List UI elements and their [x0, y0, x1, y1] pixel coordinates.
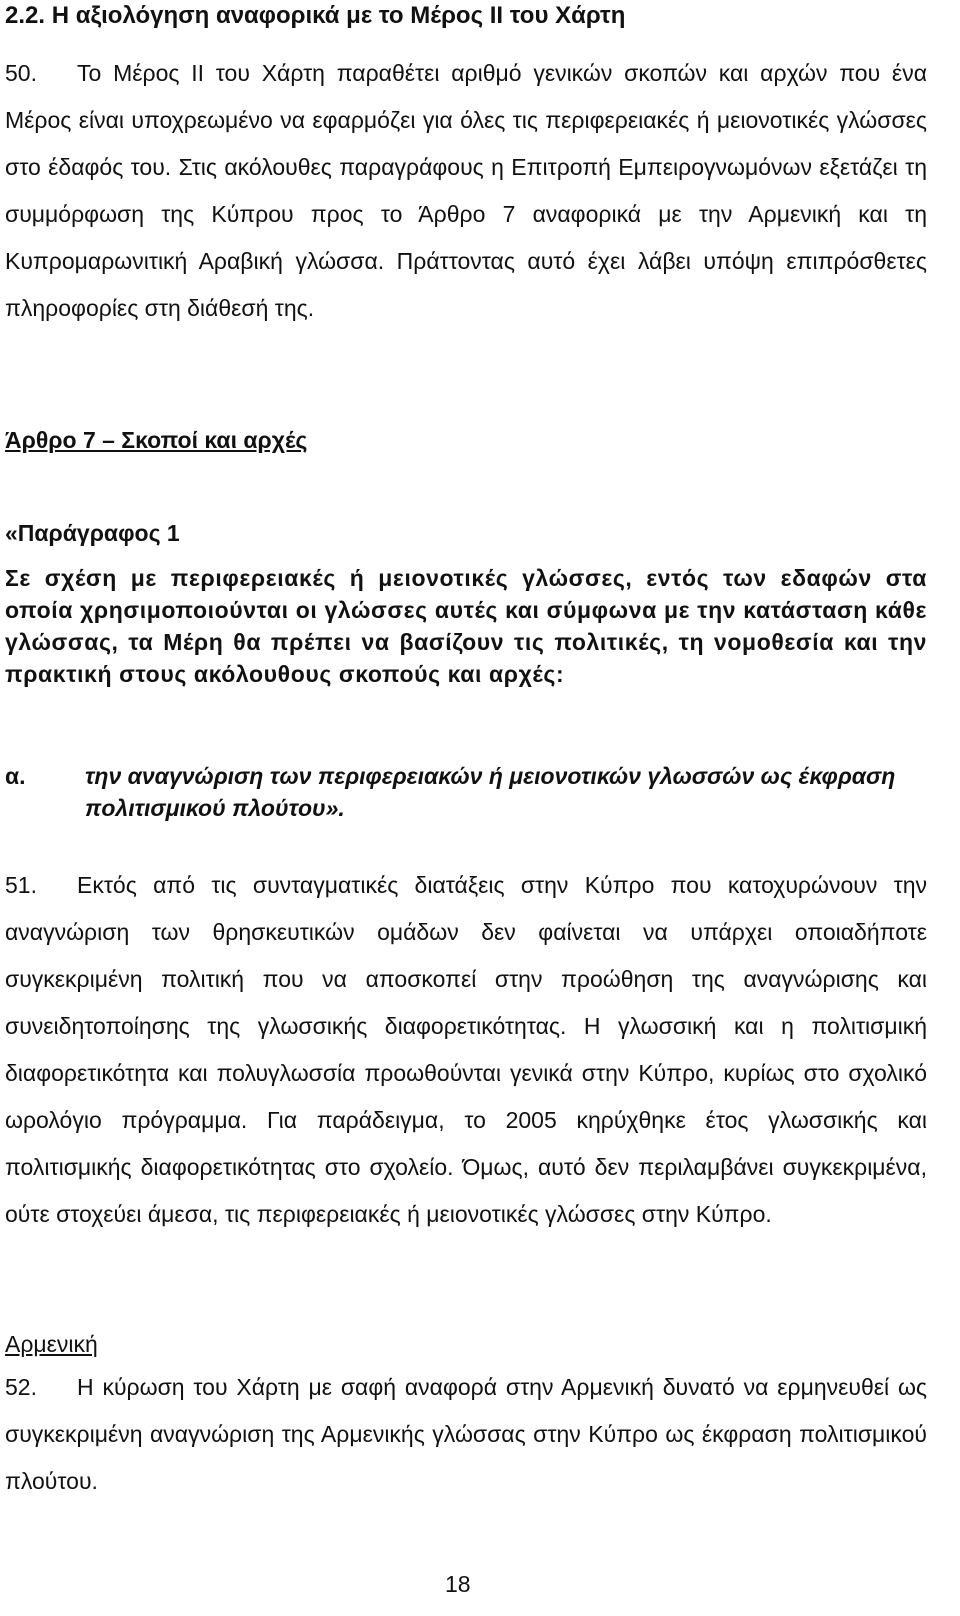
list-item-marker: α. — [5, 763, 26, 789]
paragraph-52 — [5, 1364, 927, 1505]
quote-body: Σε σχέση με περιφερειακές ή μειονοτικές γλώσσες, εντός των εδαφών στα οποία χρησιμοποιούνται οι γλώσσες αυτές και σύμφωνα με την κατάσταση κάθε γλώσσας, τα Μέρη θα πρέπει να βασίζουν τις πολιτικές, τη νομοθεσία και την πρακτική στους ακόλουθους σκοπούς και αρχές: — [5, 565, 927, 687]
quote-label: «Παράγραφος 1 — [5, 520, 180, 546]
list-item-text: την αναγνώριση των περιφερειακών ή μειονοτικών γλωσσών ως έκφραση πολιτισμικού πλούτου». — [85, 763, 896, 821]
paragraph-text: Εκτός από τις συνταγματικές διατάξεις στην Κύπρο που κατοχυρώνουν την αναγνώριση των θρησκευτικών ομάδων δεν φαίνεται να υπάρχει οποιαδήποτε συγκεκριμένη πολιτική που να αποσκοπεί στην προώθηση της αναγνώρισης και συνειδητοποίησης της γλωσσικής διαφορετικότητας. Η γλωσσική και η πολιτισμική διαφορετικότητα και πολυγλωσσία προωθούνται γενικά στην Κύπρο, κυρίως στο σχολικό ωρολόγιο πρόγραμμα. Για παράδειγμα, το 2005 κηρύχθηκε έτος γλωσσικής και πολιτισμικής διαφορετικότητας στο σχολείο. Όμως, αυτό δεν περιλαμβάνει συγκεκριμένα, ούτε στοχεύει άμεσα, τις περιφερειακές ή μειονοτικές γλώσσες στην Κύπρο. — [5, 872, 927, 1227]
paragraph-number: 50. — [5, 60, 37, 86]
paragraph-text: Η κύρωση του Χάρτη με σαφή αναφορά στην Αρμενική δυνατό να ερμηνευθεί ως συγκεκριμένη αναγνώριση της Αρμενικής γλώσσας στην Κύπρο ως έκφραση πολιτισμικού πλούτου. — [5, 1374, 927, 1494]
paragraph-50 — [5, 50, 927, 332]
article-heading: Άρθρο 7 – Σκοποί και αρχές — [5, 427, 308, 453]
paragraph-number: 52. — [5, 1374, 37, 1400]
paragraph-text: Το Μέρος ΙΙ του Χάρτη παραθέτει αριθμό γενικών σκοπών και αρχών που ένα Μέρος είναι υποχρεωμένο να εφαρμόζει για όλες τις περιφερειακές ή μειονοτικές γλώσσες στο έδαφός του. Στις ακόλουθες παραγράφους η Επιτροπή Εμπειρογνωμόνων εξετάζει τη συμμόρφωση της Κύπρου προς το Άρθρο 7 αναφορικά με την Αρμενική και τη Κυπρομαρωνιτική Αραβική γλώσσα. Πράττοντας αυτό έχει λάβει υπόψη επιπρόσθετες πληροφορίες στη διάθεσή της. — [5, 60, 927, 321]
paragraph-number: 51. — [5, 872, 37, 898]
paragraph-51 — [5, 862, 927, 1238]
quote-list-item — [5, 760, 927, 824]
page-number: 18 — [445, 1571, 471, 1597]
section-title: 2.2. Η αξιολόγηση αναφορικά με το Μέρος ΙΙ του Χάρτη — [5, 2, 626, 29]
subsection-heading: Αρμενική — [5, 1331, 98, 1357]
